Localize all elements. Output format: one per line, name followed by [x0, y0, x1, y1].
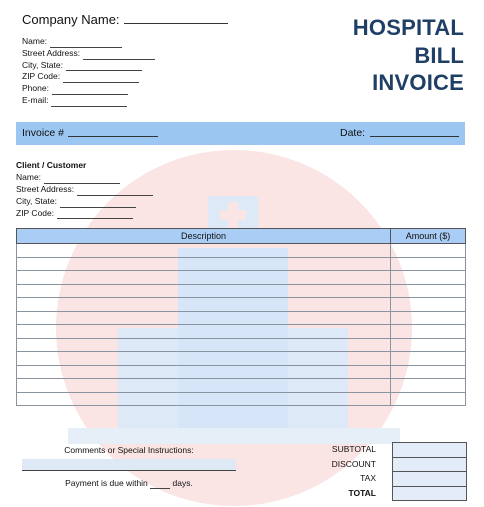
- table-row: [17, 311, 466, 325]
- table-row: [17, 365, 466, 379]
- company-address-row: [22, 95, 155, 107]
- comments-field[interactable]: [22, 459, 236, 471]
- amount-cell[interactable]: [391, 271, 466, 285]
- payment-due-text: [22, 478, 236, 489]
- date-field[interactable]: [370, 136, 459, 137]
- amount-cell[interactable]: [391, 379, 466, 393]
- company-address-label: Phone:: [22, 83, 49, 94]
- due-suffix: days.: [172, 478, 193, 488]
- company-address-label: Street Address:: [22, 47, 81, 58]
- amount-cell[interactable]: [391, 338, 466, 352]
- description-cell[interactable]: [17, 257, 391, 271]
- client-label: City, State:: [16, 195, 57, 206]
- client-heading: Client / Customer: [16, 160, 87, 170]
- description-cell[interactable]: [17, 365, 391, 379]
- description-cell[interactable]: [17, 352, 391, 366]
- items-table: [16, 228, 466, 406]
- table-row: [17, 257, 466, 271]
- invoice-number-label: Invoice #: [22, 127, 65, 139]
- amount-cell[interactable]: [391, 325, 466, 339]
- invoice-number-field[interactable]: [68, 136, 158, 137]
- description-cell[interactable]: [17, 392, 391, 406]
- table-row: [17, 325, 466, 339]
- comments-section: [22, 445, 236, 489]
- amount-cell[interactable]: [391, 365, 466, 379]
- table-row: [17, 392, 466, 406]
- discount-field[interactable]: [393, 457, 467, 472]
- company-address-row: [22, 71, 155, 83]
- company-name-label: Company Name:: [22, 12, 120, 27]
- subtotal-field[interactable]: [393, 443, 467, 458]
- table-row: [17, 379, 466, 393]
- company-address-field[interactable]: [52, 86, 128, 95]
- discount-label: DISCOUNT: [331, 458, 376, 469]
- column-header-amount: Amount ($): [391, 229, 466, 244]
- company-name-field[interactable]: [22, 12, 228, 27]
- table-row: [17, 352, 466, 366]
- invoice-title: [353, 14, 464, 97]
- client-label: Street Address:: [16, 183, 75, 194]
- company-address-label: ZIP Code:: [22, 71, 61, 82]
- amount-cell[interactable]: [391, 311, 466, 325]
- totals-fields: [392, 442, 467, 501]
- company-address-row: [22, 36, 155, 48]
- tax-field[interactable]: [393, 472, 467, 487]
- description-cell[interactable]: [17, 244, 391, 258]
- company-address-field[interactable]: [63, 74, 139, 83]
- company-address-label: City, State:: [22, 59, 63, 70]
- table-row: [17, 298, 466, 312]
- title-line-3: INVOICE: [372, 70, 464, 95]
- company-address-label: Name:: [22, 36, 48, 46]
- amount-cell[interactable]: [391, 352, 466, 366]
- client-field[interactable]: [44, 175, 120, 184]
- company-address-label: E-mail:: [22, 94, 49, 105]
- company-address-field[interactable]: [83, 51, 155, 60]
- company-address-row: [22, 83, 155, 95]
- description-cell[interactable]: [17, 325, 391, 339]
- table-row: [17, 244, 466, 258]
- total-label: TOTAL: [348, 487, 376, 498]
- company-address-block: [22, 36, 155, 107]
- description-cell[interactable]: [17, 271, 391, 285]
- client-field[interactable]: [60, 199, 136, 208]
- table-row: [17, 338, 466, 352]
- company-name-line[interactable]: [124, 13, 228, 24]
- company-address-field[interactable]: [50, 39, 122, 48]
- client-row: [16, 196, 153, 208]
- client-field[interactable]: [77, 187, 153, 196]
- client-label: Name:: [16, 171, 42, 182]
- invoice-bar: [16, 122, 465, 145]
- amount-cell[interactable]: [391, 392, 466, 406]
- client-label: ZIP Code:: [16, 207, 55, 218]
- description-cell[interactable]: [17, 311, 391, 325]
- client-row: [16, 184, 153, 196]
- client-field[interactable]: [57, 210, 133, 219]
- tax-label: TAX: [360, 473, 376, 483]
- title-line-2: BILL: [414, 42, 464, 68]
- comments-label: Comments or Special Instructions:: [64, 445, 194, 455]
- title-line-1: HOSPITAL: [352, 15, 464, 40]
- column-header-description: Description: [17, 229, 391, 244]
- description-cell[interactable]: [17, 298, 391, 312]
- amount-cell[interactable]: [391, 244, 466, 258]
- date-label: Date:: [340, 127, 366, 139]
- table-row: [17, 271, 466, 285]
- description-cell[interactable]: [17, 284, 391, 298]
- amount-cell[interactable]: [391, 298, 466, 312]
- amount-cell[interactable]: [391, 257, 466, 271]
- company-address-field[interactable]: [66, 62, 142, 71]
- table-row: [17, 284, 466, 298]
- company-address-row: [22, 48, 155, 60]
- subtotal-label: SUBTOTAL: [331, 444, 376, 454]
- client-row: [16, 172, 153, 184]
- client-block: [16, 160, 153, 219]
- due-days-field[interactable]: [150, 478, 170, 489]
- description-cell[interactable]: [17, 338, 391, 352]
- description-cell[interactable]: [17, 379, 391, 393]
- company-address-field[interactable]: [51, 98, 127, 107]
- client-row: [16, 208, 153, 220]
- due-prefix: Payment is due within: [65, 478, 148, 488]
- company-address-row: [22, 60, 155, 72]
- amount-cell[interactable]: [391, 284, 466, 298]
- totals-labels: [300, 442, 376, 500]
- total-field[interactable]: [393, 486, 467, 501]
